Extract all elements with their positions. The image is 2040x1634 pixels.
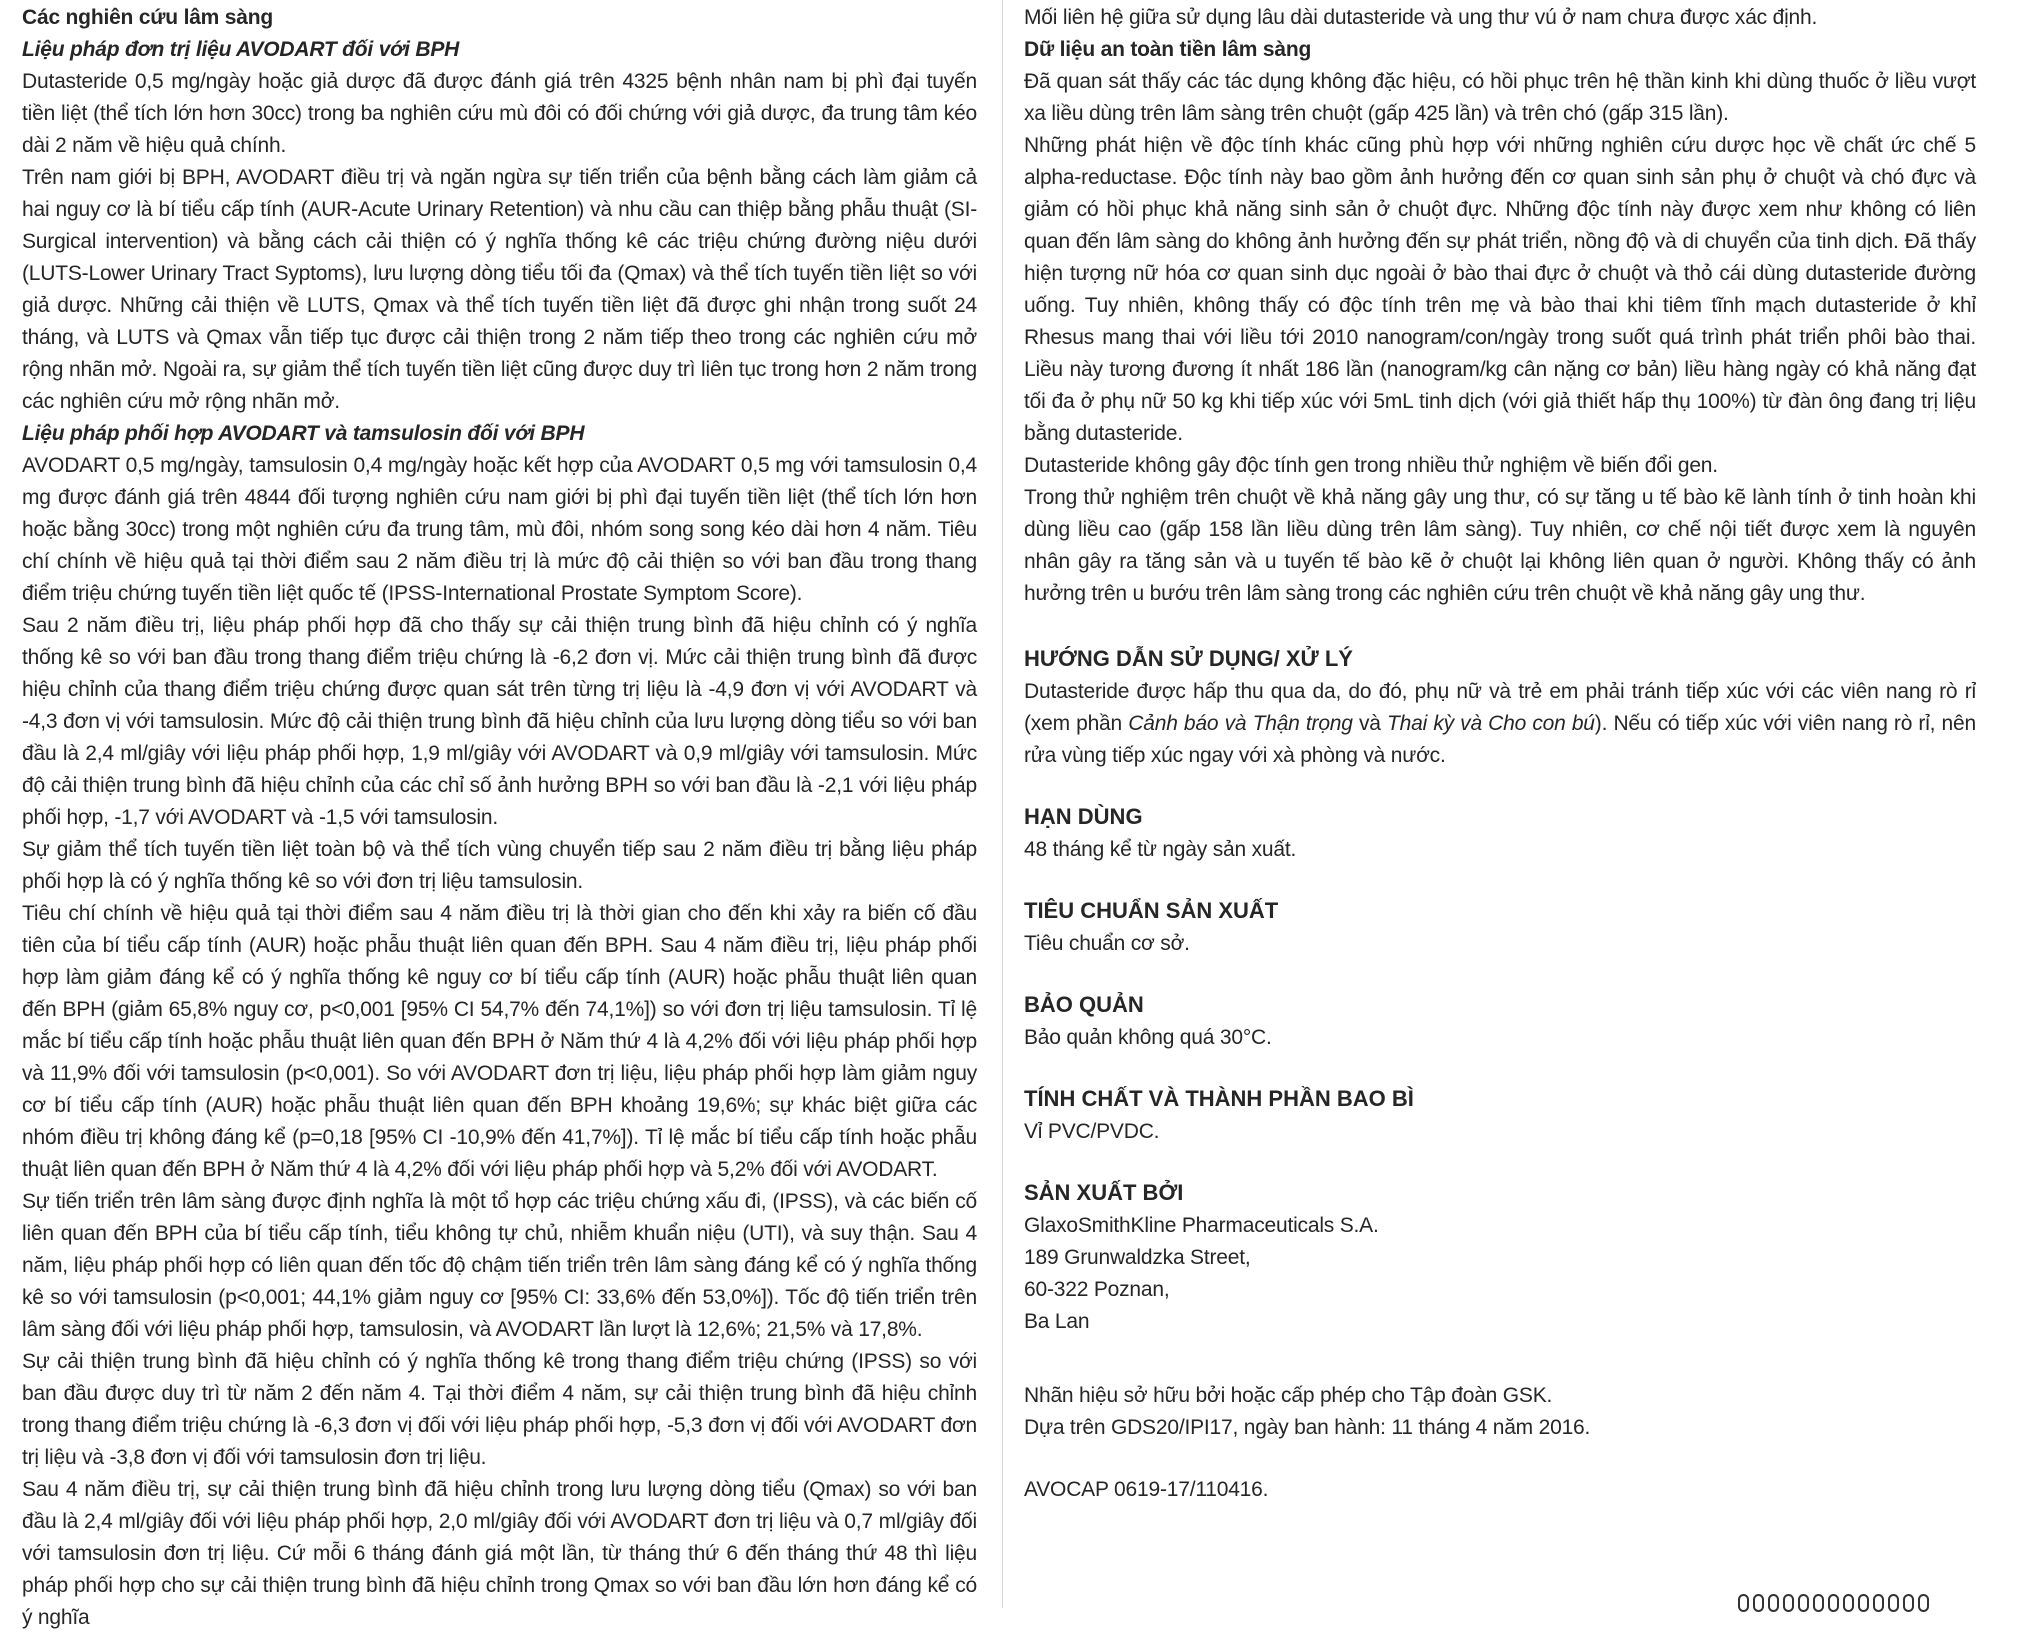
trademark-text: Nhãn hiệu sở hữu bởi hoặc cấp phép cho Tập đoàn GSK.	[1024, 1384, 1553, 1407]
right-column	[1024, 2, 1976, 1600]
subsection-title-combination-therapy: Liệu pháp phối hợp AVODART và tamsulosin đối với BPH	[22, 422, 585, 445]
section-title-manufacturer: SẢN XUẤT BỞI	[1024, 1180, 1184, 1205]
paragraph: Mối liên hệ giữa sử dụng lâu dài dutasteride và ung thư vú ở nam chưa được xác định.	[1024, 6, 1818, 29]
paragraph: Những phát hiện về độc tính khác cũng phù hợp với những nghiên cứu dược học về chất ức chế 5 alpha-reductase. Độc tính này bao gồm ảnh hưởng đến cơ quan sinh sản phụ ở chuột và chó đực và giảm có hồi phục khả năng sinh sản ở chuột đực. Những độc tính này được xem như không có liên quan đến lâm sàng do không ảnh hưởng đến sự phát triển, nồng độ và di chuyển của tinh dịch. Đã thấy hiện tượng nữ hóa cơ quan sinh dục ngoài ở bào thai đực ở chuột và thỏ cái dùng dutasteride đường uống. Tuy nhiên, không thấy có độc tính trên mẹ và bào thai khi tiêm tĩnh mạch dutasteride ở khỉ Rhesus mang thai với liều tới 2010 nanogram/con/ngày trong suốt quá trình phát triển phôi bào thai. Liều này tương đương ít nhất 186 lần (nanogram/kg cân nặng cơ bản) liều hàng ngày có khả năng đạt tối đa ở phụ nữ 50 kg khi tiếp xúc với 5mL tinh dịch (với giả thiết hấp thụ 100%) từ đàn ông đang trị liệu bằng dutasteride.	[1024, 134, 1976, 445]
section-title-shelf-life: HẠN DÙNG	[1024, 804, 1143, 829]
paragraph: Sau 4 năm điều trị, sự cải thiện trung bình đã hiệu chỉnh trong lưu lượng dòng tiểu (Qmax) so với ban đầu là 2,4 ml/giây đối với liệu pháp phối hợp, 2,0 ml/giây đối với AVODART đơn trị liệu và 0,7 ml/giây đối với tamsulosin đơn trị liệu. Cứ mỗi 6 tháng đánh giá một lần, từ tháng thứ 6 đến tháng thứ 48 thì liệu pháp phối hợp cho sự cải thiện trung bình đã hiệu chỉnh trong Qmax so với ban đầu lớn hơn đáng kể có ý nghĩa	[22, 1478, 977, 1629]
handling-ref-warnings: Cảnh báo và Thận trọng	[1128, 712, 1353, 735]
section-title-preclinical-safety: Dữ liệu an toàn tiền lâm sàng	[1024, 38, 1312, 61]
paragraph: Tiêu chí chính về hiệu quả tại thời điểm sau 4 năm điều trị là thời gian cho đến khi xảy ra biến cố đầu tiên của bí tiểu cấp tính (AUR) hoặc phẫu thuật liên quan đến BPH. Sau 4 năm điều trị, liệu pháp phối hợp làm giảm đáng kể có ý nghĩa thống kê nguy cơ bí tiểu cấp tính (AUR) hoặc phẫu thuật liên quan đến BPH (giảm 65,8% nguy cơ, p<0,001 [95% CI 54,7% đến 74,1%]) so với đơn trị liệu tamsulosin. Tỉ lệ mắc bí tiểu cấp tính hoặc phẫu thuật liên quan đến BPH ở Năm thứ 4 là 4,2% đối với liệu pháp phối hợp và 11,9% đối với tamsulosin (p<0,001). So với AVODART đơn trị liệu, liệu pháp phối hợp làm giảm nguy cơ bí tiểu cấp tính (AUR) hoặc phẫu thuật liên quan đến BPH khoảng 19,6%; sự khác biệt giữa các nhóm điều trị không đáng kể (p=0,18 [95% CI -10,9% đến 41,7%]). Tỉ lệ mắc bí tiểu cấp tính hoặc phẫu thuật liên quan đến BPH ở Năm thứ 4 là 4,2% đối với liệu pháp phối hợp và 5,2% đối với AVODART.	[22, 902, 977, 1181]
manufacturer-address	[1024, 1210, 1976, 1338]
address-line: 60-322 Poznan,	[1024, 1278, 1170, 1301]
left-column	[22, 2, 977, 1629]
paragraph: Sự tiến triển trên lâm sàng được định nghĩa là một tổ hợp các triệu chứng xấu đi, (IPSS), và các biến cố liên quan đến BPH của bí tiểu cấp tính, tiểu không tự chủ, nhiễm khuẩn niệu (UTI), và suy thận. Sau 4 năm, liệu pháp phối hợp có liên quan đến tốc độ chậm tiến triển trên lâm sàng đáng kể có ý nghĩa thống kê so với tamsulosin (p<0,001; 44,1% giảm nguy cơ [95% CI: 33,6% đến 53,0%]). Tốc độ tiến triển trên lâm sàng đối với liệu pháp phối hợp, tamsulosin, và AVODART lần lượt là 12,6%; 21,5% và 17,8%.	[22, 1190, 977, 1341]
based-on-text: Dựa trên GDS20/IPI17, ngày ban hành: 11 tháng 4 năm 2016.	[1024, 1416, 1591, 1439]
paragraph: Trong thử nghiệm trên chuột về khả năng gây ung thư, có sự tăng u tế bào kẽ lành tính ở tinh hoàn khi dùng liều cao (gấp 158 lần liều dùng trên lâm sàng). Tuy nhiên, cơ chế nội tiết được xem là nguyên nhân gây ra tăng sản và u tuyến tế bào kẽ ở chuột lại không liên quan ở người. Không thấy có ảnh hưởng trên u bướu trên lâm sàng trong các nghiên cứu trên chuột về khả năng gây ung thư.	[1024, 486, 1976, 605]
section-title-clinical-studies: Các nghiên cứu lâm sàng	[22, 6, 273, 29]
section-title-handling: HƯỚNG DẪN SỬ DỤNG/ XỬ LÝ	[1024, 646, 1353, 671]
storage-text: Bảo quản không quá 30°C.	[1024, 1026, 1272, 1049]
section-title-packaging: TÍNH CHẤT VÀ THÀNH PHẦN BAO BÌ	[1024, 1086, 1414, 1111]
handling-text-b: và	[1352, 712, 1388, 735]
manufacturing-standard-text: Tiêu chuẩn cơ sở.	[1024, 932, 1190, 955]
paragraph: AVODART 0,5 mg/ngày, tamsulosin 0,4 mg/ngày hoặc kết hợp của AVODART 0,5 mg với tamsulosin 0,4 mg được đánh giá trên 4844 đối tượng nghiên cứu nam giới bị phì đại tuyến tiền liệt (thể tích lớn hơn hoặc bằng 30cc) trong một nghiên cứu đa trung tâm, mù đôi, nhóm song song kéo dài hơn 4 năm. Tiêu chí chính về hiệu quả tại thời điểm sau 2 năm điều trị là mức độ cải thiện so với ban đầu trong thang điểm triệu chứng tuyến tiền liệt quốc tế (IPSS-International Prostate Symptom Score).	[22, 454, 977, 605]
paragraph: Đã quan sát thấy các tác dụng không đặc hiệu, có hồi phục trên hệ thần kinh khi dùng thuốc ở liều vượt xa liều dùng trên lâm sàng trên chuột (gấp 425 lần) và trên chó (gấp 315 lần).	[1024, 70, 1976, 125]
packaging-text: Vỉ PVC/PVDC.	[1024, 1120, 1160, 1143]
paragraph: Dutasteride 0,5 mg/ngày hoặc giả dược đã được đánh giá trên 4325 bệnh nhân nam bị phì đại tuyến tiền liệt (thể tích lớn hơn 30cc) trong ba nghiên cứu mù đôi có đối chứng với giả dược, đa trung tâm kéo dài 2 năm về hiệu quả chính.	[22, 70, 977, 157]
cropped-print-code-mark	[1738, 1594, 1968, 1608]
address-line: Ba Lan	[1024, 1310, 1090, 1333]
section-title-storage: BẢO QUẢN	[1024, 992, 1144, 1017]
subsection-title-monotherapy: Liệu pháp đơn trị liệu AVODART đối với BPH	[22, 38, 460, 61]
handling-paragraph	[1024, 676, 1976, 772]
column-divider	[1002, 0, 1003, 1608]
paragraph: Trên nam giới bị BPH, AVODART điều trị và ngăn ngừa sự tiến triển của bệnh bằng cách làm giảm cả hai nguy cơ là bí tiểu cấp tính (AUR-Acute Urinary Retention) và nhu cầu can thiệp bằng phẫu thuật (SI-Surgical intervention) và bằng cách cải thiện có ý nghĩa thống kê các triệu chứng đường niệu dưới (LUTS-Lower Urinary Tract Syptoms), lưu lượng dòng tiểu tối đa (Qmax) và thể tích tuyến tiền liệt so với giả dược. Những cải thiện về LUTS, Qmax và thể tích tuyến tiền liệt đã được ghi nhận trong suốt 24 tháng, và LUTS và Qmax vẫn tiếp tục được cải thiện trong 2 năm tiếp theo trong các nghiên cứu mở rộng nhãn mở. Ngoài ra, sự giảm thể tích tuyến tiền liệt cũng được duy trì liên tục trong hơn 2 năm trong các nghiên cứu mở rộng nhãn mở.	[22, 166, 977, 413]
document-code: AVOCAP 0619-17/110416.	[1024, 1478, 1269, 1501]
paragraph: Sự cải thiện trung bình đã hiệu chỉnh có ý nghĩa thống kê trong thang điểm triệu chứng (IPSS) so với ban đầu được duy trì từ năm 2 đến năm 4. Tại thời điểm 4 năm, sự cải thiện trung bình đã hiệu chỉnh trong thang điểm triệu chứng là -6,3 đơn vị đối với liệu pháp phối hợp, -5,3 đơn vị đối với AVODART đơn trị liệu và -3,8 đơn vị đối với tamsulosin đơn trị liệu.	[22, 1350, 977, 1469]
paragraph: Sau 2 năm điều trị, liệu pháp phối hợp đã cho thấy sự cải thiện trung bình đã hiệu chỉnh có ý nghĩa thống kê so với ban đầu trong thang điểm triệu chứng là -6,2 đơn vị. Mức cải thiện trung bình đã được hiệu chỉnh của thang điểm triệu chứng được quan sát trên từng trị liệu là -4,9 đơn vị với AVODART và -4,3 đơn vị với tamsulosin. Mức độ cải thiện trung bình đã hiệu chỉnh của lưu lượng dòng tiểu so với ban đầu là 2,4 ml/giây với liệu pháp phối hợp, 1,9 ml/giây với AVODART và 0,9 ml/giây với tamsulosin. Mức độ cải thiện trung bình đã hiệu chỉnh của các chỉ số ảnh hưởng BPH so với ban đầu là -2,1 với liệu pháp phối hợp, -1,7 với AVODART và -1,5 với tamsulosin.	[22, 614, 977, 829]
section-title-manufacturing-standard: TIÊU CHUẨN SẢN XUẤT	[1024, 898, 1279, 923]
address-line: 189 Grunwaldzka Street,	[1024, 1246, 1251, 1269]
handling-ref-pregnancy: Thai kỳ và Cho con bú	[1387, 712, 1595, 735]
handling-text-a: Dutasteride được hấp thu qua da, do đó, phụ nữ và trẻ em phải tránh tiếp xúc với các viên nang rò rỉ (xem phần	[1024, 680, 1976, 735]
paragraph: Sự giảm thể tích tuyến tiền liệt toàn bộ và thể tích vùng chuyển tiếp sau 2 năm điều trị bằng liệu pháp phối hợp là có ý nghĩa thống kê so với đơn trị liệu tamsulosin.	[22, 838, 977, 893]
address-line: GlaxoSmithKline Pharmaceuticals S.A.	[1024, 1214, 1379, 1237]
paragraph: Dutasteride không gây độc tính gen trong nhiều thử nghiệm về biến đổi gen.	[1024, 454, 1718, 477]
shelf-life-text: 48 tháng kể từ ngày sản xuất.	[1024, 838, 1297, 861]
handling-text-c: ). Nếu có tiếp xúc với viên nang rò rỉ, nên rửa vùng tiếp xúc ngay với xà phòng và nước.	[1024, 712, 1976, 767]
